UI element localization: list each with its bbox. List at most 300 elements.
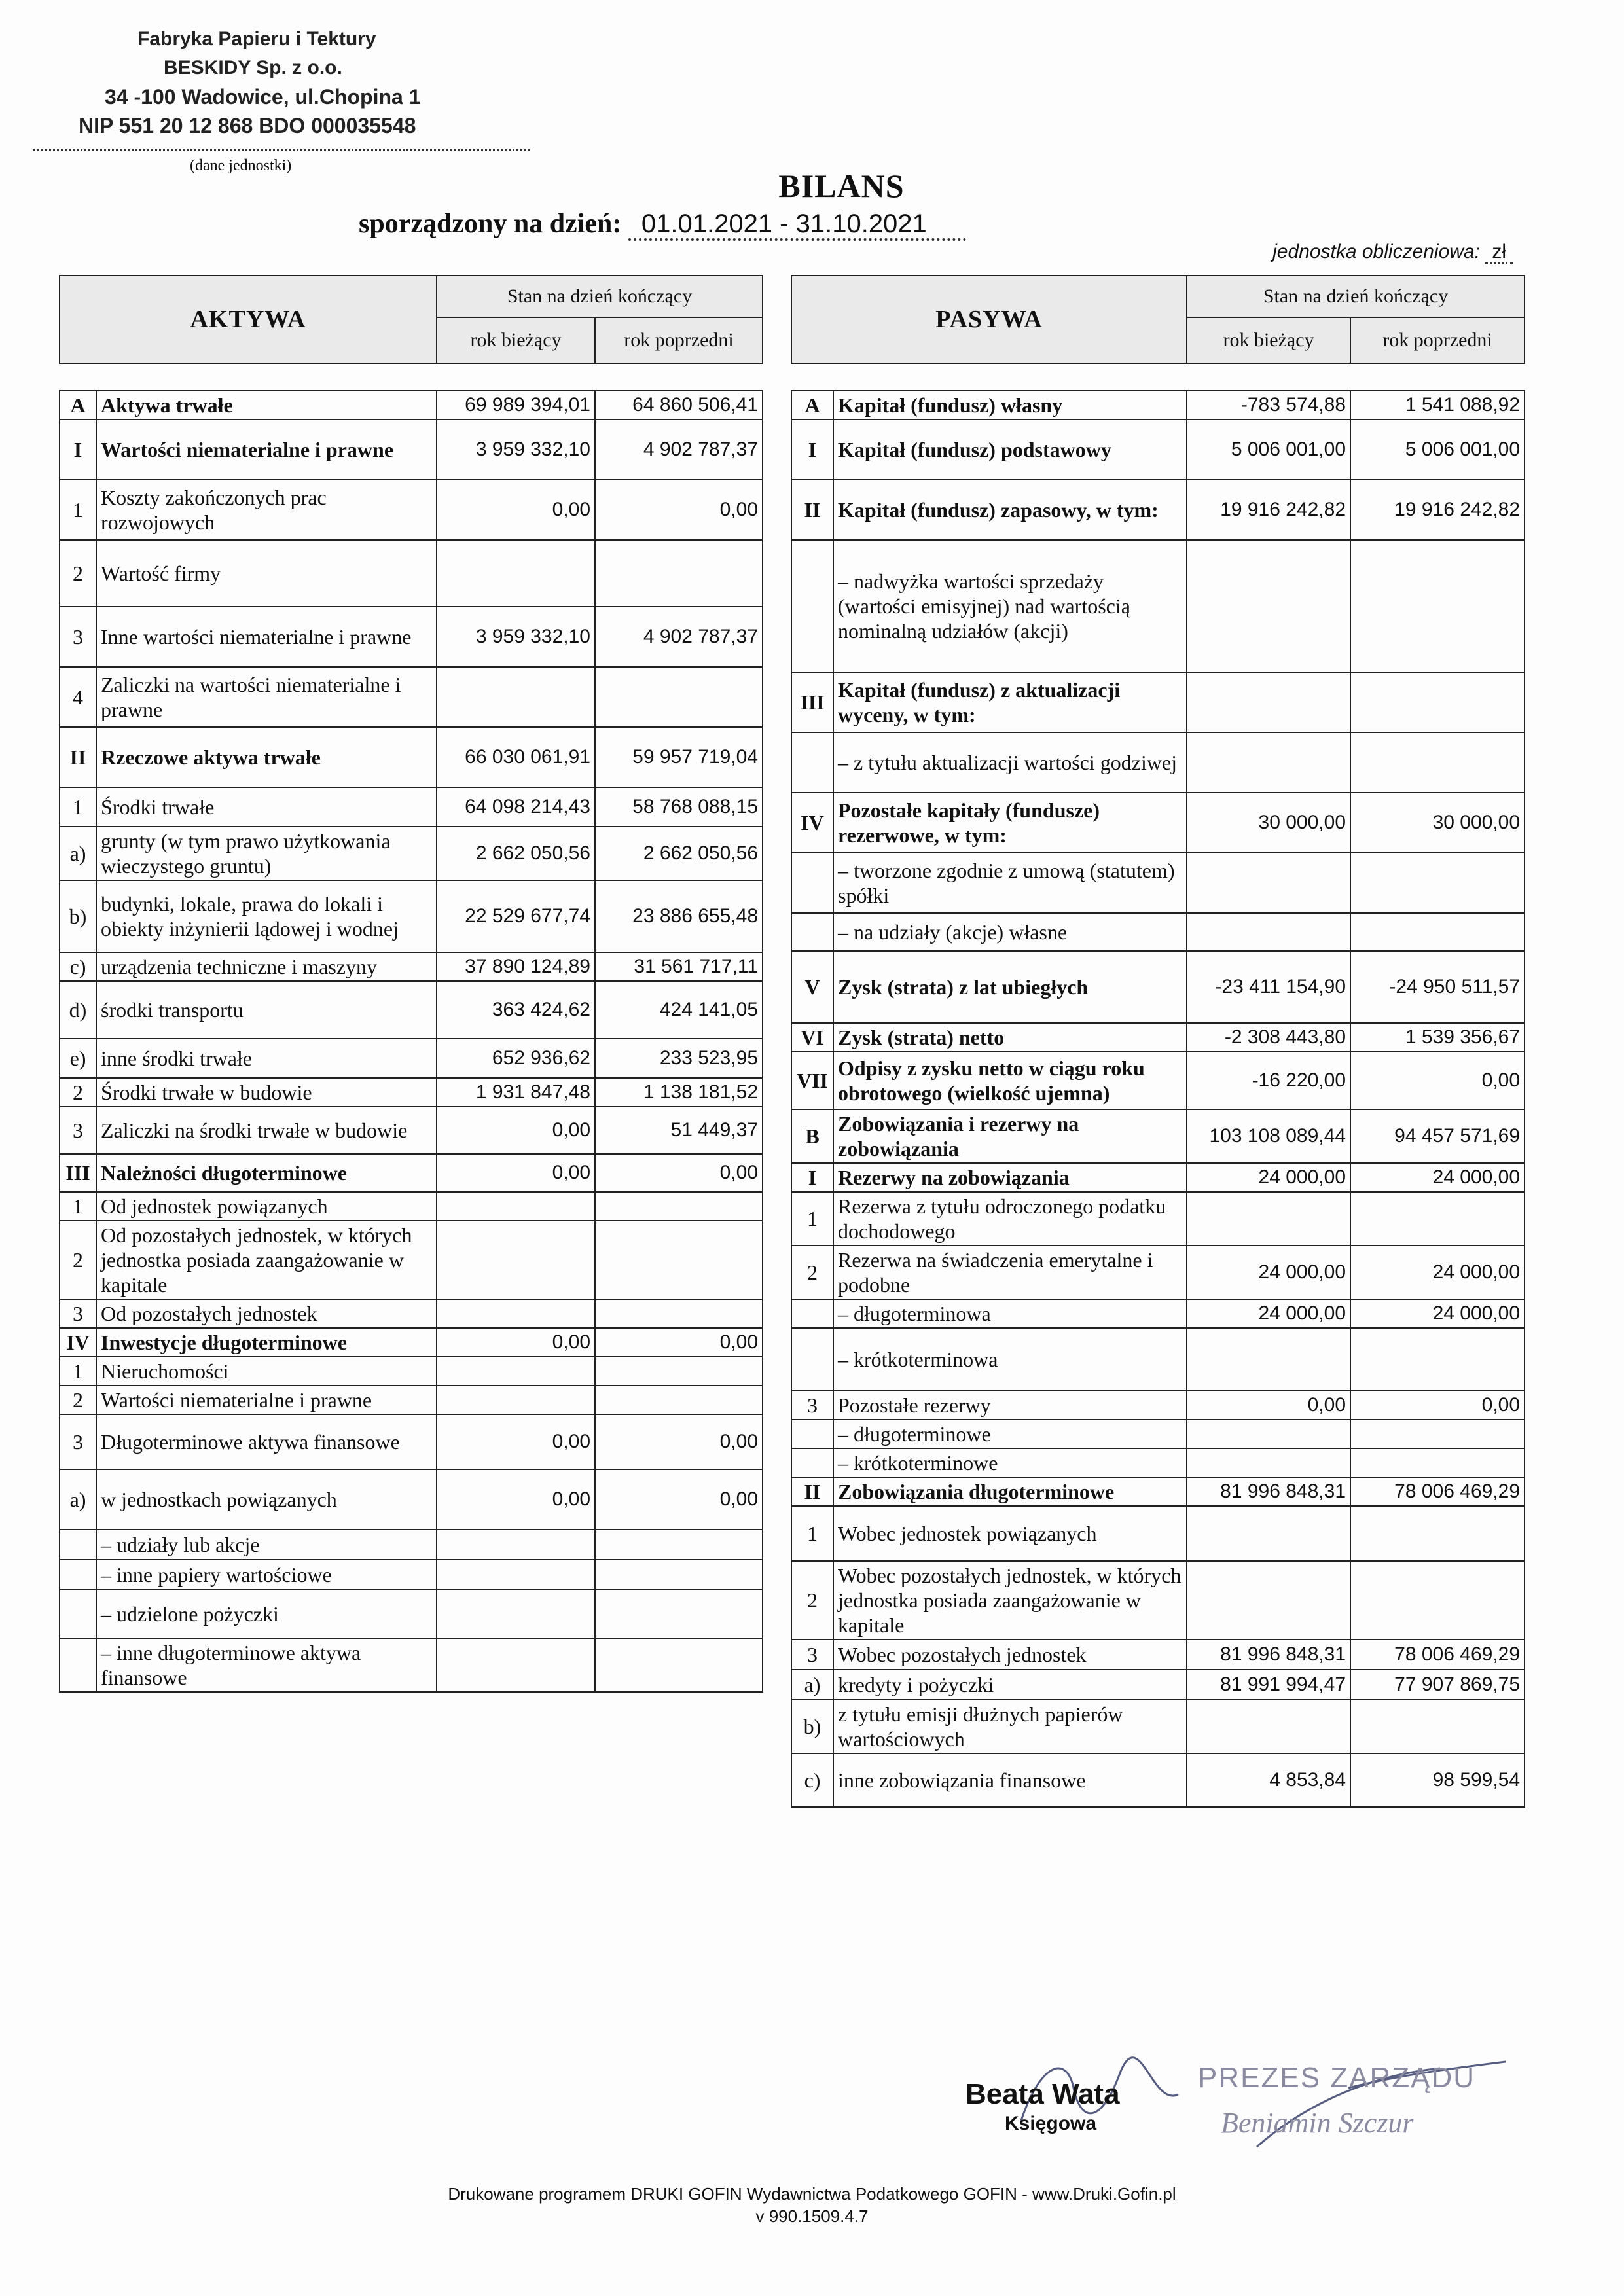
row-number — [60, 1590, 96, 1638]
aktywa-row — [60, 1299, 763, 1328]
previous-year-value: 24 000,00 — [1350, 1246, 1525, 1299]
current-year-value — [1187, 1700, 1350, 1753]
pasywa-row — [791, 1640, 1525, 1670]
row-number: 1 — [60, 1192, 96, 1221]
row-number — [791, 1420, 833, 1448]
row-label: z tytułu emisji dłużnych papierów wartościowych — [833, 1700, 1187, 1753]
aktywa-row — [60, 1638, 763, 1692]
current-year-value — [1187, 540, 1350, 672]
previous-year-header: rok poprzedni — [595, 317, 763, 363]
current-year-value: 81 996 848,31 — [1187, 1477, 1350, 1506]
row-number — [791, 540, 833, 672]
pasywa-row — [791, 1477, 1525, 1506]
president-title: PREZES ZARZĄDU — [1198, 2062, 1476, 2094]
row-label: inne zobowiązania finansowe — [833, 1753, 1187, 1807]
aktywa-row — [60, 480, 763, 540]
previous-year-value: 424 141,05 — [595, 981, 763, 1039]
aktywa-row — [60, 1590, 763, 1638]
row-number: c) — [791, 1753, 833, 1807]
row-number: II — [791, 1477, 833, 1506]
row-label: – udziały lub akcje — [96, 1530, 437, 1560]
current-year-value: 5 006 001,00 — [1187, 420, 1350, 480]
date-line — [359, 208, 966, 240]
row-number — [60, 1560, 96, 1590]
stan-header: Stan na dzień kończący — [437, 276, 763, 317]
aktywa-row — [60, 420, 763, 480]
current-year-value: 0,00 — [437, 1414, 595, 1469]
row-number: 1 — [60, 480, 96, 540]
previous-year-value — [1350, 1328, 1525, 1391]
previous-year-value: 59 957 719,04 — [595, 727, 763, 787]
row-number: 1 — [791, 1506, 833, 1561]
current-year-value: 4 853,84 — [1187, 1753, 1350, 1807]
current-year-value: 69 989 394,01 — [437, 391, 595, 420]
row-number — [60, 1638, 96, 1692]
current-year-value — [437, 1192, 595, 1221]
pasywa-row — [791, 1023, 1525, 1052]
row-label: Rezerwy na zobowiązania — [833, 1163, 1187, 1192]
pasywa-row — [791, 1052, 1525, 1109]
row-label: Wobec jednostek powiązanych — [833, 1506, 1187, 1561]
row-label: Inwestycje długoterminowe — [96, 1328, 437, 1357]
current-year-value: 0,00 — [1187, 1391, 1350, 1420]
current-year-value — [437, 1590, 595, 1638]
aktywa-row — [60, 1386, 763, 1414]
row-number: I — [791, 420, 833, 480]
current-year-value — [1187, 732, 1350, 793]
row-label: Rezerwa na świadczenia emerytalne i podobne — [833, 1246, 1187, 1299]
pasywa-row — [791, 1391, 1525, 1420]
previous-year-value: 24 000,00 — [1350, 1163, 1525, 1192]
row-number: V — [791, 951, 833, 1023]
row-number: 4 — [60, 667, 96, 727]
row-number: d) — [60, 981, 96, 1039]
current-year-value — [1187, 1328, 1350, 1391]
aktywa-row — [60, 607, 763, 667]
row-number: II — [60, 727, 96, 787]
aktywa-row — [60, 667, 763, 727]
current-year-value: -23 411 154,90 — [1187, 951, 1350, 1023]
row-label: Pozostałe kapitały (fundusze) rezerwowe, w tym: — [833, 793, 1187, 853]
current-year-value — [1187, 672, 1350, 732]
row-number: c) — [60, 952, 96, 981]
previous-year-value: 0,00 — [1350, 1052, 1525, 1109]
current-year-value: 24 000,00 — [1187, 1246, 1350, 1299]
stamp-line-name: Fabryka Papieru i Tektury — [137, 28, 376, 50]
aktywa-row — [60, 1107, 763, 1154]
aktywa-row — [60, 391, 763, 420]
previous-year-value — [595, 1299, 763, 1328]
row-label: Zysk (strata) z lat ubiegłych — [833, 951, 1187, 1023]
current-year-value: -783 574,88 — [1187, 391, 1350, 420]
current-year-value — [437, 1357, 595, 1386]
pasywa-row — [791, 672, 1525, 732]
row-number: I — [791, 1163, 833, 1192]
current-year-value — [437, 540, 595, 607]
current-year-value: 0,00 — [437, 1107, 595, 1154]
aktywa-header — [60, 276, 437, 363]
row-label: – na udziały (akcje) własne — [833, 913, 1187, 951]
current-year-value: 3 959 332,10 — [437, 420, 595, 480]
aktywa-row — [60, 1357, 763, 1386]
current-year-value — [1187, 1561, 1350, 1640]
row-number — [791, 1448, 833, 1477]
row-number: A — [791, 391, 833, 420]
date-value: 01.01.2021 - 31.10.2021 — [628, 209, 966, 241]
row-number: A — [60, 391, 96, 420]
aktywa-row — [60, 727, 763, 787]
row-label: – udzielone pożyczki — [96, 1590, 437, 1638]
aktywa-row — [60, 540, 763, 607]
row-number — [791, 853, 833, 913]
previous-year-value — [595, 667, 763, 727]
previous-year-value: 98 599,54 — [1350, 1753, 1525, 1807]
row-number: 1 — [60, 1357, 96, 1386]
current-year-value — [1187, 853, 1350, 913]
footer-line: Drukowane programem DRUKI GOFIN Wydawnictwa Podatkowego GOFIN - www.Druki.Gofin.pl — [448, 2184, 1176, 2204]
pasywa-rows — [791, 391, 1525, 1807]
row-number: e) — [60, 1039, 96, 1078]
current-year-value: 19 916 242,82 — [1187, 480, 1350, 540]
row-label: Środki trwałe w budowie — [96, 1078, 437, 1107]
current-year-value: 1 931 847,48 — [437, 1078, 595, 1107]
row-label: Kapitał (fundusz) własny — [833, 391, 1187, 420]
row-label: środki transportu — [96, 981, 437, 1039]
current-year-value — [437, 1638, 595, 1692]
pasywa-title: PASYWA — [935, 306, 1043, 333]
previous-year-value: 1 138 181,52 — [595, 1078, 763, 1107]
row-label: Zysk (strata) netto — [833, 1023, 1187, 1052]
current-year-value: 24 000,00 — [1187, 1163, 1350, 1192]
current-year-value — [1187, 1448, 1350, 1477]
aktywa-row — [60, 1469, 763, 1530]
previous-year-value: 0,00 — [595, 1154, 763, 1192]
company-stamp — [79, 25, 497, 140]
current-year-value — [437, 1530, 595, 1560]
current-year-value: 0,00 — [437, 1154, 595, 1192]
pasywa-row — [791, 1753, 1525, 1807]
previous-year-value: -24 950 511,57 — [1350, 951, 1525, 1023]
row-label: Wartość firmy — [96, 540, 437, 607]
previous-year-value: 58 768 088,15 — [595, 787, 763, 827]
row-number: 2 — [60, 540, 96, 607]
row-label: Należności długoterminowe — [96, 1154, 437, 1192]
pasywa-row — [791, 1109, 1525, 1163]
previous-year-value: 1 539 356,67 — [1350, 1023, 1525, 1052]
previous-year-value: 24 000,00 — [1350, 1299, 1525, 1328]
previous-year-value — [595, 1638, 763, 1692]
aktywa-row — [60, 1192, 763, 1221]
previous-year-value: 0,00 — [595, 1414, 763, 1469]
aktywa-row — [60, 880, 763, 952]
row-label: urządzenia techniczne i maszyny — [96, 952, 437, 981]
row-number: 3 — [60, 1414, 96, 1469]
row-label: – krótkoterminowe — [833, 1448, 1187, 1477]
accountant-role: Księgowa — [1005, 2113, 1097, 2134]
row-number: b) — [60, 880, 96, 952]
row-label: Zaliczki na środki trwałe w budowie — [96, 1107, 437, 1154]
current-year-value: 0,00 — [437, 1469, 595, 1530]
unit-value: zł — [1485, 241, 1513, 264]
current-year-value — [1187, 913, 1350, 951]
previous-year-value: 0,00 — [595, 1328, 763, 1357]
current-year-value — [1187, 1506, 1350, 1561]
footer-version: v 990.1509.4.7 — [755, 2206, 869, 2226]
previous-year-value: 0,00 — [595, 480, 763, 540]
aktywa-row — [60, 1078, 763, 1107]
previous-year-value — [1350, 853, 1525, 913]
aktywa-row — [60, 1154, 763, 1192]
row-label: Zobowiązania długoterminowe — [833, 1477, 1187, 1506]
current-year-value: 0,00 — [437, 1328, 595, 1357]
previous-year-value: 5 006 001,00 — [1350, 420, 1525, 480]
row-label: Koszty zakończonych prac rozwojowych — [96, 480, 437, 540]
row-number: I — [60, 420, 96, 480]
stamp-line-company: BESKIDY Sp. z o.o. — [164, 57, 342, 79]
current-year-value: 81 996 848,31 — [1187, 1640, 1350, 1670]
previous-year-value — [1350, 672, 1525, 732]
previous-year-value: 2 662 050,56 — [595, 827, 763, 880]
previous-year-value: 77 907 869,75 — [1350, 1670, 1525, 1700]
previous-year-value — [1350, 732, 1525, 793]
current-year-header: rok bieżący — [437, 317, 595, 363]
previous-year-value: 78 006 469,29 — [1350, 1477, 1525, 1506]
previous-year-value — [595, 1590, 763, 1638]
unit-caption: (dane jednostki) — [190, 157, 292, 174]
row-label: – tworzone zgodnie z umową (statutem) spółki — [833, 853, 1187, 913]
previous-year-value — [595, 1560, 763, 1590]
aktywa-row — [60, 827, 763, 880]
row-label: Inne wartości niematerialne i prawne — [96, 607, 437, 667]
row-number: a) — [791, 1670, 833, 1700]
pasywa-row — [791, 1561, 1525, 1640]
pasywa-row — [791, 480, 1525, 540]
current-year-value — [437, 1560, 595, 1590]
previous-year-value — [1350, 1448, 1525, 1477]
aktywa-row — [60, 1328, 763, 1357]
aktywa-row — [60, 1530, 763, 1560]
stamp-line-address: 34 -100 Wadowice, ul.Chopina 1 — [105, 85, 421, 109]
previous-year-value: 0,00 — [595, 1469, 763, 1530]
current-year-value — [437, 667, 595, 727]
previous-year-value: 64 860 506,41 — [595, 391, 763, 420]
row-label: Rezerwa z tytułu odroczonego podatku dochodowego — [833, 1192, 1187, 1246]
row-label: – długoterminowa — [833, 1299, 1187, 1328]
pasywa-header — [791, 276, 1187, 363]
row-number: b) — [791, 1700, 833, 1753]
previous-year-value — [1350, 1561, 1525, 1640]
aktywa-row — [60, 1221, 763, 1299]
current-year-value — [437, 1221, 595, 1299]
row-number: II — [791, 480, 833, 540]
current-year-value: 363 424,62 — [437, 981, 595, 1039]
current-year-value: 37 890 124,89 — [437, 952, 595, 981]
row-number: VII — [791, 1052, 833, 1109]
pasywa-row — [791, 1670, 1525, 1700]
row-label: grunty (w tym prawo użytkowania wieczystego gruntu) — [96, 827, 437, 880]
current-year-value: 2 662 050,56 — [437, 827, 595, 880]
row-label: Od pozostałych jednostek, w których jednostka posiada zaangażowanie w kapitale — [96, 1221, 437, 1299]
unit-line — [1272, 241, 1513, 263]
row-label: Zobowiązania i rezerwy na zobowiązania — [833, 1109, 1187, 1163]
aktywa-row — [60, 952, 763, 981]
current-year-value: 64 098 214,43 — [437, 787, 595, 827]
previous-year-value — [595, 1357, 763, 1386]
row-label: kredyty i pożyczki — [833, 1670, 1187, 1700]
row-number: 2 — [791, 1246, 833, 1299]
row-number — [791, 732, 833, 793]
row-label: Kapitał (fundusz) z aktualizacji wyceny, w tym: — [833, 672, 1187, 732]
row-number: III — [60, 1154, 96, 1192]
pasywa-table — [791, 275, 1525, 1808]
row-number: 3 — [60, 607, 96, 667]
row-label: Pozostałe rezerwy — [833, 1391, 1187, 1420]
pasywa-row — [791, 951, 1525, 1023]
current-year-value: 103 108 089,44 — [1187, 1109, 1350, 1163]
current-year-value: 66 030 061,91 — [437, 727, 595, 787]
pasywa-row — [791, 1420, 1525, 1448]
previous-year-value: 51 449,37 — [595, 1107, 763, 1154]
previous-year-value — [595, 540, 763, 607]
row-number: a) — [60, 1469, 96, 1530]
pasywa-row — [791, 1328, 1525, 1391]
current-year-value: 0,00 — [437, 480, 595, 540]
pasywa-row — [791, 540, 1525, 672]
aktywa-title: AKTYWA — [190, 306, 306, 333]
current-year-value — [1187, 1192, 1350, 1246]
row-number — [791, 1299, 833, 1328]
pasywa-row — [791, 1506, 1525, 1561]
row-label: – inne długoterminowe aktywa finansowe — [96, 1638, 437, 1692]
row-number — [60, 1530, 96, 1560]
previous-year-value — [595, 1386, 763, 1414]
row-label: – nadwyżka wartości sprzedaży (wartości emisyjnej) nad wartością nominalną udziałów (akcji) — [833, 540, 1187, 672]
current-year-value: -2 308 443,80 — [1187, 1023, 1350, 1052]
pasywa-row — [791, 1700, 1525, 1753]
row-label: Wobec pozostałych jednostek — [833, 1640, 1187, 1670]
unit-dotted-line — [33, 149, 530, 151]
president-name: Beniamin Szczur — [1221, 2107, 1414, 2139]
row-label: inne środki trwałe — [96, 1039, 437, 1078]
row-number: B — [791, 1109, 833, 1163]
date-label: sporządzony na dzień: — [359, 209, 622, 239]
pasywa-row — [791, 391, 1525, 420]
row-label: – z tytułu aktualizacji wartości godziwej — [833, 732, 1187, 793]
row-label: Wartości niematerialne i prawne — [96, 1386, 437, 1414]
row-number: 1 — [791, 1192, 833, 1246]
previous-year-value: 31 561 717,11 — [595, 952, 763, 981]
aktywa-row — [60, 787, 763, 827]
current-year-header: rok bieżący — [1187, 317, 1350, 363]
pasywa-row — [791, 853, 1525, 913]
row-label: Wartości niematerialne i prawne — [96, 420, 437, 480]
row-number: a) — [60, 827, 96, 880]
stan-header: Stan na dzień kończący — [1187, 276, 1525, 317]
row-label: budynki, lokale, prawa do lokali i obiekty inżynierii lądowej i wodnej — [96, 880, 437, 952]
current-year-value: 652 936,62 — [437, 1039, 595, 1078]
pasywa-row — [791, 420, 1525, 480]
aktywa-row — [60, 981, 763, 1039]
current-year-value: 3 959 332,10 — [437, 607, 595, 667]
row-label: Nieruchomości — [96, 1357, 437, 1386]
previous-year-value — [595, 1530, 763, 1560]
previous-year-value: 23 886 655,48 — [595, 880, 763, 952]
previous-year-value — [1350, 1506, 1525, 1561]
previous-year-value — [1350, 1700, 1525, 1753]
pasywa-row — [791, 793, 1525, 853]
row-label: Kapitał (fundusz) podstawowy — [833, 420, 1187, 480]
previous-year-value: 78 006 469,29 — [1350, 1640, 1525, 1670]
row-label: w jednostkach powiązanych — [96, 1469, 437, 1530]
row-number: 3 — [791, 1391, 833, 1420]
previous-year-value: 0,00 — [1350, 1391, 1525, 1420]
row-number: 2 — [60, 1078, 96, 1107]
row-number: 2 — [60, 1386, 96, 1414]
row-label: Odpisy z zysku netto w ciągu roku obrotowego (wielkość ujemna) — [833, 1052, 1187, 1109]
accountant-name: Beata Wata — [965, 2078, 1120, 2110]
row-number: 2 — [791, 1561, 833, 1640]
footer — [0, 2183, 1624, 2227]
row-number: VI — [791, 1023, 833, 1052]
previous-year-value: 4 902 787,37 — [595, 607, 763, 667]
previous-year-value — [1350, 913, 1525, 951]
previous-year-value — [1350, 1192, 1525, 1246]
aktywa-row — [60, 1039, 763, 1078]
row-label: Zaliczki na wartości niematerialne i prawne — [96, 667, 437, 727]
previous-year-value: 1 541 088,92 — [1350, 391, 1525, 420]
row-label: Kapitał (fundusz) zapasowy, w tym: — [833, 480, 1187, 540]
row-label: Aktywa trwałe — [96, 391, 437, 420]
previous-year-value — [1350, 540, 1525, 672]
pasywa-row — [791, 1246, 1525, 1299]
current-year-value — [437, 1299, 595, 1328]
row-label: Od pozostałych jednostek — [96, 1299, 437, 1328]
row-number: III — [791, 672, 833, 732]
row-number — [791, 913, 833, 951]
pasywa-row — [791, 1192, 1525, 1246]
document-title: BILANS — [778, 168, 905, 204]
aktywa-row — [60, 1414, 763, 1469]
row-number: 3 — [60, 1299, 96, 1328]
aktywa-rows — [60, 391, 763, 1692]
previous-year-value: 19 916 242,82 — [1350, 480, 1525, 540]
pasywa-row — [791, 913, 1525, 951]
pasywa-row — [791, 1299, 1525, 1328]
pasywa-row — [791, 1163, 1525, 1192]
current-year-value: 81 991 994,47 — [1187, 1670, 1350, 1700]
row-label: Środki trwałe — [96, 787, 437, 827]
current-year-value — [1187, 1420, 1350, 1448]
previous-year-value — [595, 1221, 763, 1299]
row-label: – długoterminowe — [833, 1420, 1187, 1448]
row-number: IV — [791, 793, 833, 853]
current-year-value: 22 529 677,74 — [437, 880, 595, 952]
previous-year-header: rok poprzedni — [1350, 317, 1525, 363]
current-year-value: -16 220,00 — [1187, 1052, 1350, 1109]
previous-year-value: 30 000,00 — [1350, 793, 1525, 853]
pasywa-row — [791, 1448, 1525, 1477]
row-label: Wobec pozostałych jednostek, w których jednostka posiada zaangażowanie w kapitale — [833, 1561, 1187, 1640]
unit-label: jednostka obliczeniowa: — [1272, 241, 1480, 262]
previous-year-value: 233 523,95 — [595, 1039, 763, 1078]
row-number: IV — [60, 1328, 96, 1357]
row-number — [791, 1328, 833, 1391]
current-year-value: 24 000,00 — [1187, 1299, 1350, 1328]
row-label: Długoterminowe aktywa finansowe — [96, 1414, 437, 1469]
aktywa-table — [59, 275, 763, 1693]
current-year-value: 30 000,00 — [1187, 793, 1350, 853]
row-label: Od jednostek powiązanych — [96, 1192, 437, 1221]
